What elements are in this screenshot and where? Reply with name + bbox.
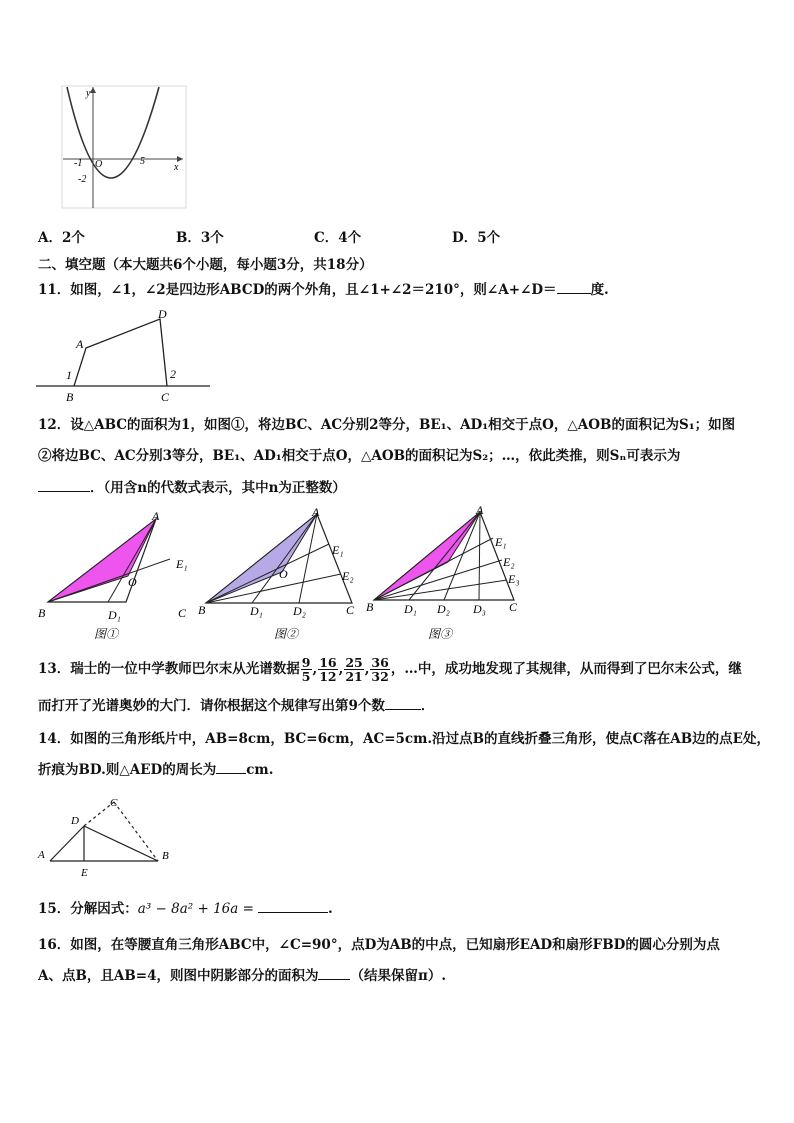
q15-line: 15．分解因式：a³ − 8a² + 16a = .: [38, 901, 333, 917]
q12-figure-2: [196, 506, 364, 646]
svg-text:C: C: [346, 603, 355, 617]
x-axis-label: x: [174, 162, 179, 173]
q14-line1: 14．如图的三角形纸片中，AB=8cm，BC=6cm，AC=5cm.沿过点B的直线折叠三角形，使点C落在AB边的点E处，: [38, 731, 770, 747]
origin-label: O: [95, 159, 103, 170]
svg-text:C: C: [178, 606, 187, 620]
q11-quadrilateral: [34, 304, 214, 404]
option-b: B．3个: [176, 230, 224, 246]
svg-text:1: 1: [66, 368, 72, 382]
svg-text:A: A: [38, 849, 45, 861]
svg-text:B: B: [38, 606, 46, 620]
q14-line2: 折痕为BD.则△AED的周长为 cm.: [38, 762, 274, 778]
q12-line2: ②将边BC、AC分别3等分，BE₁、AD₁相交于点O，△AOB的面积记为S₂；…，依此类推，则Sₙ可表示为: [38, 448, 681, 464]
svg-text:C: C: [161, 390, 170, 404]
svg-text:A: A: [312, 506, 320, 519]
svg-text:C: C: [509, 600, 518, 614]
svg-text:D₁: D₁: [404, 602, 417, 616]
q13-line1: 13．瑞士的一位中学教师巴尔末从光谱数据 $\frac{9}{5}$ , $\frac{16}{12}$ , $\frac{25}{21}$ , $\frac{36}{32}$ ，…中，成功地发现了其规律，从而得到了巴尔末公式，继: [38, 655, 742, 684]
svg-text:O: O: [279, 567, 288, 581]
svg-text:D: D: [71, 815, 79, 827]
caption-fig2: 图②: [274, 627, 299, 641]
q12-figure-3: [366, 504, 526, 644]
parabola-graph: [55, 84, 190, 212]
svg-text:A: A: [76, 337, 84, 351]
svg-text:2: 2: [170, 367, 176, 381]
tick-5: 5: [140, 156, 145, 167]
svg-text:E: E: [81, 867, 88, 879]
svg-text:B: B: [66, 390, 74, 404]
caption-fig1: 图①: [94, 627, 119, 641]
option-a: A．2个: [38, 230, 85, 246]
fraction-3: $\frac{25}{21}$: [345, 655, 363, 684]
svg-text:E₂: E₂: [503, 555, 515, 569]
option-c: C．4个: [314, 230, 362, 246]
q16-line1: 16．如图，在等腰直角三角形ABC中，∠C=90°，点D为AB的中点，已知扇形EAD和扇形FBD的圆心分别为点: [38, 937, 720, 953]
fraction-4: $\frac{36}{32}$: [371, 655, 389, 684]
q12-figure-1: [36, 508, 196, 646]
fraction-2: $\frac{16}{12}$: [319, 655, 337, 684]
svg-text:E₁: E₁: [332, 543, 344, 557]
q12-line3: ．（用含n的代数式表示，其中n为正整数）: [38, 479, 346, 497]
tick-neg1: -1: [74, 158, 83, 169]
svg-text:E₃: E₃: [508, 572, 520, 586]
q16-line2: A、点B，且AB=4，则图中阴影部分的面积为 （结果保留π）.: [38, 968, 447, 984]
svg-text:D₂: D₂: [293, 604, 306, 618]
svg-text:D: D: [158, 307, 167, 321]
q12-line1: 12．设△ABC的面积为1，如图①，将边BC、AC分别2等分，BE₁、AD₁相交于点O，△AOB的面积记为S₁；如图: [38, 417, 736, 433]
fraction-1: $\frac{9}{5}$: [301, 655, 311, 684]
svg-text:D₁: D₁: [108, 608, 121, 622]
y-axis-label: y: [86, 88, 91, 99]
svg-text:B: B: [366, 600, 374, 614]
option-d: D．5个: [452, 230, 501, 246]
svg-text:D₂: D₂: [437, 602, 450, 616]
q11-text: 11．如图，∠1，∠2是四边形ABCD的两个外角，且∠1+∠2＝210°，则∠A+∠D＝ 度.: [38, 282, 609, 298]
q13-line2: 而打开了光谱奥妙的大门．请你根据这个规律写出第9个数 ．: [38, 698, 435, 714]
tick-neg2: -2: [78, 174, 87, 185]
svg-text:E₁: E₁: [495, 535, 507, 549]
svg-text:B: B: [198, 603, 206, 617]
svg-text:D₃: D₃: [473, 602, 486, 616]
svg-text:E₁: E₁: [176, 557, 188, 571]
svg-text:C: C: [110, 797, 118, 809]
svg-text:E₂: E₂: [342, 569, 354, 583]
caption-fig3: 图③: [428, 627, 453, 641]
svg-text:B: B: [162, 850, 169, 862]
svg-text:O: O: [128, 575, 137, 589]
section-title: 二、填空题（本大题共6个小题，每小题3分，共18分）: [38, 257, 373, 273]
svg-text:A: A: [152, 509, 160, 523]
svg-text:A: A: [476, 504, 484, 517]
q14-triangle: [36, 790, 186, 882]
svg-text:D₁: D₁: [250, 604, 263, 618]
